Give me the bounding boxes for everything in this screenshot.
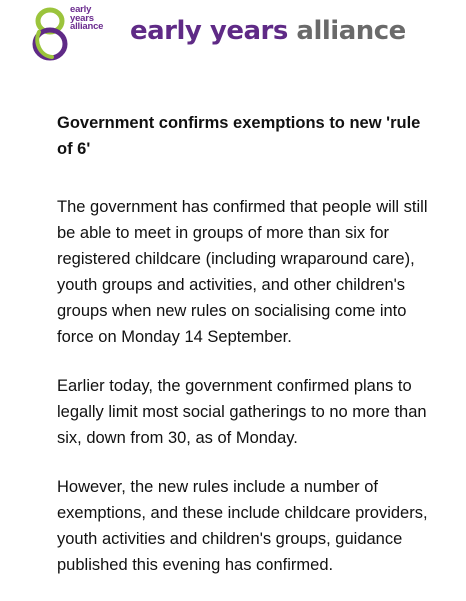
brand-name <box>130 16 406 46</box>
logo-small-text <box>70 6 103 32</box>
article-paragraph: However, the new rules include a number of exemptions, and these include childcare providers, youth activities and children's groups, guidance published this evening has confirmed. <box>57 478 428 574</box>
article-headline: Government confirms exemptions to new 'rule of 6' <box>57 114 421 158</box>
logo-text-line-3: alliance <box>70 21 104 32</box>
article <box>57 110 437 601</box>
article-paragraph: Earlier today, the government confirmed plans to legally limit most social gatherings to no more than six, down from 30, as of Monday. <box>57 377 427 447</box>
brand-word-early-years: early years <box>130 16 288 46</box>
logo-text-line-2: years <box>70 12 94 24</box>
logo-text-line-1: early <box>70 4 92 15</box>
early-years-alliance-logo-icon <box>26 4 118 64</box>
article-paragraph: The government has confirmed that people will still be able to meet in groups of more than six for registered childcare (including wraparound care), youth groups and activities, and other children's groups when new rules on socialising come into force on Monday 14 September. <box>57 198 428 346</box>
brand-word-alliance: alliance <box>296 16 406 46</box>
header <box>26 4 446 64</box>
